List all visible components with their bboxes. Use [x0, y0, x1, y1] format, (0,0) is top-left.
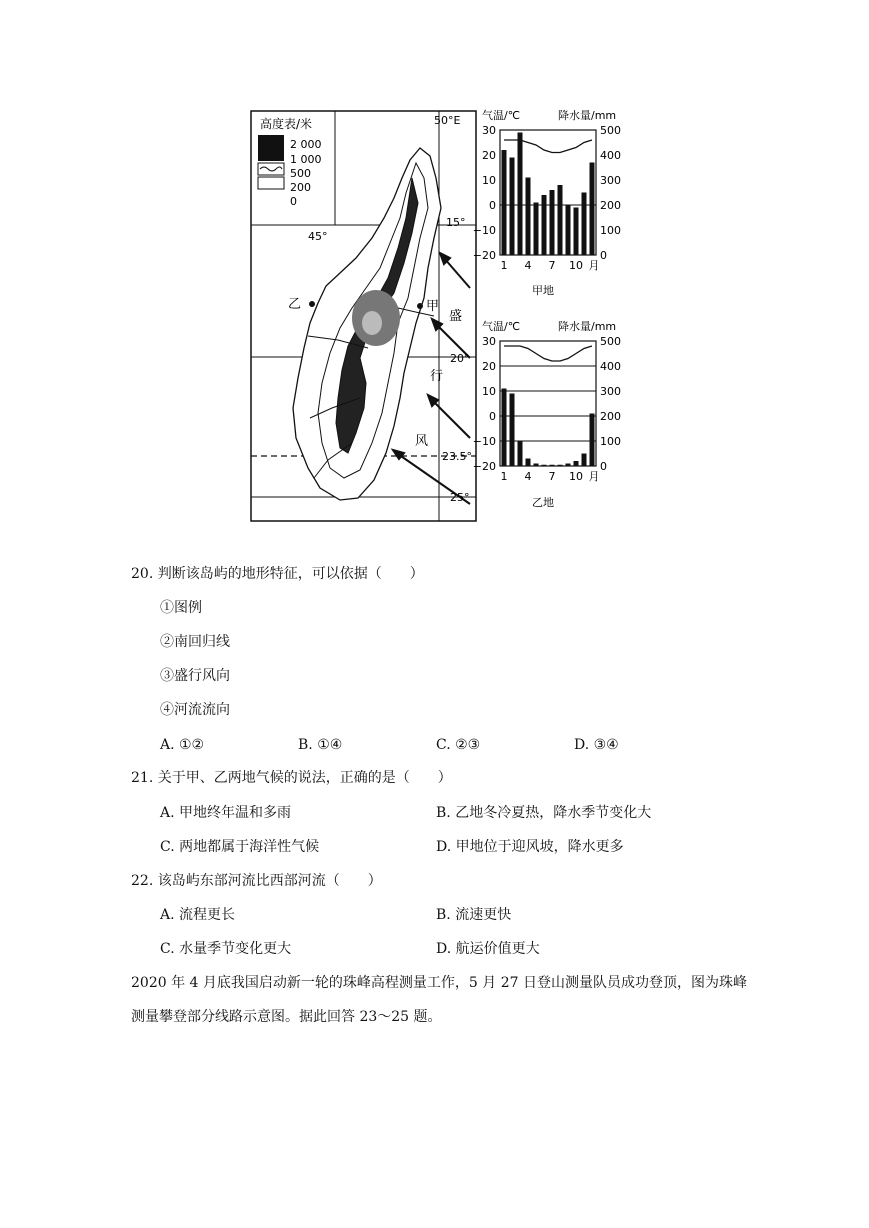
question-22-option-d[interactable]: D. 航运价值更大: [436, 941, 540, 957]
question-20-item-3: ③盛行风向: [160, 668, 230, 684]
chart-a-temperature-line: [504, 140, 592, 153]
question-20-item-2: ②南回归线: [160, 634, 230, 650]
chart-b-month-tick: 10: [569, 470, 583, 483]
chart-b-precip-bar: [542, 465, 547, 466]
chart-a-temp-tick: 10: [482, 174, 496, 187]
question-22-option-b[interactable]: B. 流速更快: [436, 907, 512, 923]
chart-b-precip-tick: 0: [600, 460, 607, 473]
chart-a-precip-tick: 400: [600, 149, 621, 162]
question-22-option-a[interactable]: A. 流程更长: [160, 907, 236, 923]
chart-a-month-tick: 10: [569, 259, 583, 272]
chart-a-precip-bar: [526, 178, 531, 256]
question-22-stem: 22. 该岛屿东部河流比西部河流（ ）: [131, 873, 382, 889]
climate-chart-b: [473, 319, 621, 509]
chart-a-precip-bar: [542, 195, 547, 255]
legend-level-1000: 1 000: [290, 153, 322, 166]
place-b-label: 乙: [288, 297, 302, 312]
question-22-option-c[interactable]: C. 水量季节变化更大: [160, 941, 292, 957]
chart-a-temp-tick: 20: [482, 149, 496, 162]
chart-b-month-tick: 4: [524, 470, 532, 483]
lat-label-25: 25°: [450, 491, 470, 504]
chart-a-precip-bar: [510, 158, 515, 256]
chart-a-precip-bar: [518, 133, 523, 256]
chart-b-precip-bar: [534, 464, 539, 467]
chart-a-precip-tick: 500: [600, 124, 621, 137]
chart-b-temp-label: 气温/℃: [482, 320, 521, 333]
legend-level-500: 500: [290, 167, 311, 180]
chart-a-precip-bar: [550, 190, 555, 255]
chart-a-month-tick: 4: [524, 259, 532, 272]
lon-label-50e: 50°E: [434, 114, 461, 127]
chart-b-temperature-line: [504, 346, 592, 361]
chart-a-precip-tick: 100: [600, 224, 621, 237]
chart-a-month-tick: 月: [588, 259, 600, 272]
chart-a-caption: 甲地: [532, 284, 554, 297]
lon-label-45: 45°: [308, 230, 328, 243]
chart-a-temp-label: 气温/℃: [482, 109, 521, 122]
wind-label-1: 盛: [449, 309, 463, 324]
question-20-item-1: ①图例: [160, 600, 202, 616]
chart-a-temp-tick: 0: [489, 199, 496, 212]
chart-a-month-tick: 1: [500, 259, 508, 272]
chart-b-temp-tick: 0: [489, 410, 496, 423]
chart-b-temp-tick: 10: [482, 385, 496, 398]
chart-b-precip-bar: [566, 464, 571, 467]
island-map: [251, 111, 476, 521]
chart-a-precip-bar: [582, 193, 587, 256]
legend-level-2000: 2 000: [290, 138, 322, 151]
chart-b-month-tick: 1: [500, 470, 508, 483]
place-a-marker: [417, 303, 423, 309]
chart-b-precip-bar: [510, 394, 515, 467]
intro-paragraph: 2020 年 4 月底我国启动新一轮的珠峰高程测量工作，5 月 27 日登山测量队员成功登顶，图为珠峰测量攀登部分线路示意图。据此回答 23～25 题。: [131, 975, 747, 1025]
chart-b-precip-tick: 400: [600, 360, 621, 373]
chart-b-precip-bar: [582, 454, 587, 467]
chart-b-precip-bar: [574, 461, 579, 466]
wind-label-3: 风: [415, 434, 429, 449]
chart-b-month-tick: 月: [588, 470, 600, 483]
chart-b-precip-bar: [502, 389, 507, 467]
chart-a-precip-bar: [558, 185, 563, 255]
chart-a-temp-tick: −10: [472, 224, 496, 237]
lat-label-15: 15°: [446, 216, 466, 229]
chart-b-precip-bar: [526, 459, 531, 467]
chart-b-precip-tick: 500: [600, 335, 621, 348]
chart-a-precip-tick: 200: [600, 199, 621, 212]
chart-b-caption: 乙地: [532, 496, 554, 509]
question-20-option-a[interactable]: A. ①②: [160, 737, 205, 753]
chart-b-temp-tick: 30: [482, 335, 496, 348]
chart-b-precip-bar: [590, 414, 595, 467]
question-20-stem: 20. 判断该岛屿的地形特征，可以依据（ ）: [131, 566, 424, 582]
chart-b-precip-bar: [550, 465, 555, 466]
chart-b-month-tick: 7: [548, 470, 556, 483]
chart-b-precip-bar: [558, 465, 563, 466]
chart-b-temp-tick: −20: [472, 460, 496, 473]
wind-label-2: 行: [430, 369, 444, 384]
question-20-option-d[interactable]: D. ③④: [574, 737, 619, 753]
question-20-item-4: ④河流流向: [160, 702, 230, 718]
chart-a-precip-bar: [534, 203, 539, 256]
chart-b-precip-bar: [518, 441, 523, 466]
legend-title: 高度表/米: [260, 117, 313, 131]
chart-b-precip-tick: 200: [600, 410, 621, 423]
question-21-stem: 21. 关于甲、乙两地气候的说法，正确的是（ ）: [131, 770, 452, 786]
question-21-option-a[interactable]: A. 甲地终年温和多雨: [160, 805, 292, 821]
chart-a-month-tick: 7: [548, 259, 556, 272]
legend-level-200: 200: [290, 181, 311, 194]
question-20-option-b[interactable]: B. ①④: [298, 737, 343, 753]
question-21-option-c[interactable]: C. 两地都属于海洋性气候: [160, 839, 320, 855]
chart-b-temp-tick: 20: [482, 360, 496, 373]
chart-a-temp-tick: 30: [482, 124, 496, 137]
chart-a-temp-tick: −20: [472, 249, 496, 262]
chart-a-precip-tick: 300: [600, 174, 621, 187]
question-21-option-d[interactable]: D. 甲地位于迎风坡，降水更多: [436, 839, 624, 855]
place-b-marker: [309, 301, 315, 307]
chart-a-precip-tick: 0: [600, 249, 607, 262]
chart-a-precip-bar: [590, 163, 595, 256]
lat-label-23-5: 23.5°: [442, 450, 472, 463]
place-a-label: 甲: [426, 299, 440, 314]
chart-a-precip-bar: [502, 150, 507, 255]
chart-a-precip-bar: [574, 208, 579, 256]
chart-a-precip-bar: [566, 205, 571, 255]
chart-b-temp-tick: −10: [472, 435, 496, 448]
geography-figure: [248, 108, 636, 526]
chart-a-precip-label: 降水量/mm: [558, 109, 617, 122]
question-21-option-b[interactable]: B. 乙地冬冷夏热，降水季节变化大: [436, 805, 652, 821]
lat-label-20: 20°: [450, 352, 470, 365]
legend-level-0: 0: [290, 195, 297, 208]
chart-b-precip-tick: 100: [600, 435, 621, 448]
chart-b-precip-label: 降水量/mm: [558, 320, 617, 333]
climate-chart-a: [473, 108, 621, 297]
chart-b-precip-tick: 300: [600, 385, 621, 398]
question-20-option-c[interactable]: C. ②③: [436, 737, 481, 753]
